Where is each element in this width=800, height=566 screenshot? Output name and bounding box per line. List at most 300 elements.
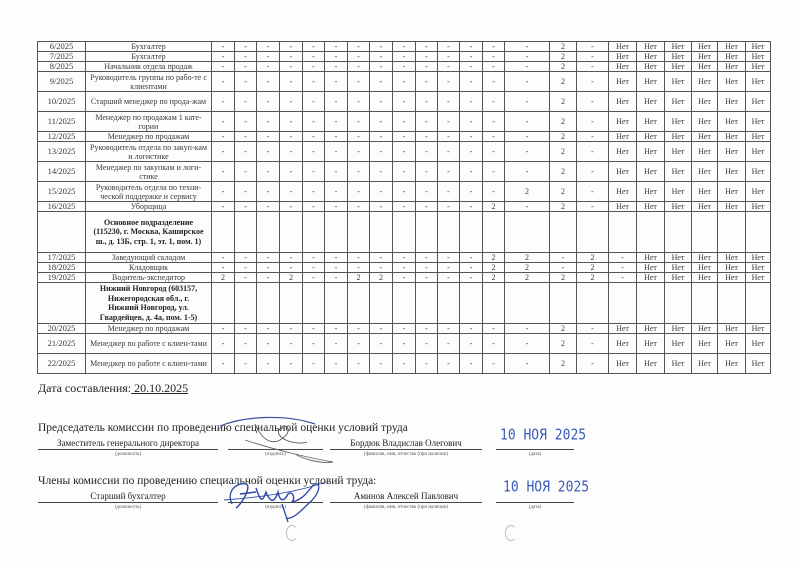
class-cell: - [505,202,550,212]
class-cell: - [438,324,460,334]
class-cell: 2 [550,182,577,202]
class-cell: - [577,62,609,72]
flag-cell: Нет [718,112,746,132]
class-cell: - [577,142,609,162]
flag-cell: Нет [746,142,771,162]
flag-cell: Нет [637,142,665,162]
class-cell: - [505,112,550,132]
flag-cell: Нет [718,263,746,273]
class-cell: 2 [550,334,577,354]
class-cell: - [460,253,483,263]
class-cell: - [393,42,416,52]
class-cell: - [235,72,257,92]
empty-cell [460,212,483,253]
class-cell: 2 [212,273,235,283]
class-cell: - [393,182,416,202]
class-cell: - [416,324,438,334]
class-cell: - [257,42,280,52]
empty-cell [235,283,257,324]
workplace-id: 19/2025 [38,273,86,283]
class-cell: - [303,52,325,62]
empty-cell [505,212,550,253]
class-cell: 2 [550,354,577,374]
class-cell: - [483,354,505,374]
class-cell: 2 [550,112,577,132]
class-cell: - [483,62,505,72]
class-cell: - [348,142,370,162]
class-cell: - [325,182,348,202]
class-cell: 2 [550,62,577,72]
flag-cell: Нет [718,182,746,202]
class-cell: - [280,42,303,52]
class-cell: - [280,334,303,354]
class-cell: 2 [483,202,505,212]
flag-cell: Нет [665,324,692,334]
scan-mark-circle [286,525,298,541]
class-cell: - [438,202,460,212]
flag-cell: Нет [665,132,692,142]
class-cell: - [257,142,280,162]
class-cell: - [370,42,393,52]
class-cell: - [212,354,235,374]
table-row [38,202,771,212]
empty-cell [577,283,609,324]
empty-cell [665,212,692,253]
table-row [38,182,771,202]
class-cell: - [325,62,348,72]
flag-cell: Нет [637,324,665,334]
chairman-date-line [496,449,574,450]
flag-cell: Нет [609,132,637,142]
flag-cell: Нет [665,253,692,263]
class-cell: - [257,62,280,72]
table-row [38,142,771,162]
class-cell: - [235,52,257,62]
class-cell: - [438,62,460,72]
class-cell: - [235,162,257,182]
class-cell: - [438,52,460,62]
class-cell: - [325,72,348,92]
class-cell: - [460,92,483,112]
flag-cell: Нет [609,72,637,92]
class-cell: - [212,263,235,273]
flag-cell: Нет [692,324,718,334]
class-cell: - [460,182,483,202]
class-cell: - [303,354,325,374]
empty-cell [746,283,771,324]
chairman-name: Бордюк Владислав Олегович [350,438,462,448]
chairman-date-caption: (дата) [528,452,542,457]
flag-cell: Нет [692,112,718,132]
class-cell: - [325,273,348,283]
class-cell: - [257,202,280,212]
class-cell: - [212,253,235,263]
class-cell: 2 [577,263,609,273]
class-cell: - [303,132,325,142]
class-cell: - [257,263,280,273]
class-cell: 2 [370,273,393,283]
flag-cell: Нет [637,162,665,182]
class-cell: - [416,142,438,162]
member-date-caption: (дата) [528,505,542,510]
class-cell: - [280,132,303,142]
empty-cell [609,283,637,324]
class-cell: - [416,132,438,142]
table-row [38,253,771,263]
chairman-date-stamp: 10 НОЯ 2025 [500,426,587,445]
flag-cell: Нет [692,273,718,283]
class-cell: - [416,202,438,212]
class-cell: - [235,263,257,273]
class-cell: - [257,253,280,263]
position-name: Руководитель отдела по техни-ческой поддержке и сервису [86,182,212,202]
flag-cell: Нет [692,162,718,182]
flag-cell: Нет [665,354,692,374]
class-cell: - [370,62,393,72]
class-cell: - [577,42,609,52]
class-cell: - [257,52,280,62]
class-cell: - [577,92,609,112]
class-cell: - [505,324,550,334]
flag-cell: Нет [692,92,718,112]
class-cell: - [280,263,303,273]
empty-cell [257,283,280,324]
class-cell: - [438,182,460,202]
flag-cell: Нет [746,253,771,263]
empty-cell [483,212,505,253]
position-name: Менеджер по работе с клиен-тами [86,334,212,354]
class-cell: - [438,273,460,283]
class-cell: - [370,182,393,202]
empty-cell [416,283,438,324]
flag-cell: Нет [665,52,692,62]
class-cell: - [483,162,505,182]
compilation-date [38,381,188,396]
chairman-name-line [330,449,482,450]
class-cell: - [393,273,416,283]
flag-cell: Нет [746,354,771,374]
class-cell: - [483,52,505,62]
flag-cell: Нет [718,273,746,283]
flag-cell: Нет [637,42,665,52]
class-cell: - [348,112,370,132]
class-cell: - [280,72,303,92]
table-row [38,42,771,52]
class-cell: - [325,253,348,263]
class-cell: - [348,334,370,354]
class-cell: - [438,92,460,112]
class-cell: - [370,162,393,182]
class-cell: - [370,354,393,374]
class-cell: - [438,263,460,273]
class-cell: 2 [505,263,550,273]
class-cell: 2 [550,132,577,142]
class-cell: - [460,334,483,354]
workplace-id: 7/2025 [38,52,86,62]
flag-cell: Нет [637,273,665,283]
workplace-id: 20/2025 [38,324,86,334]
class-cell: - [438,42,460,52]
class-cell: - [257,72,280,92]
class-cell: - [460,202,483,212]
position-name: Старший менеджер по прода-жам [86,92,212,112]
table-row [38,72,771,92]
class-cell: - [416,263,438,273]
workplace-id: 16/2025 [38,202,86,212]
empty-cell [550,212,577,253]
division-row [38,212,771,253]
division-row [38,283,771,324]
class-cell: - [303,42,325,52]
empty-cell [438,212,460,253]
sout-summary-table [37,41,771,374]
class-cell: - [416,162,438,182]
class-cell: - [393,334,416,354]
flag-cell: Нет [718,132,746,142]
workplace-id: 17/2025 [38,253,86,263]
class-cell: - [609,263,637,273]
class-cell: - [460,354,483,374]
empty-cell [637,283,665,324]
flag-cell: Нет [692,52,718,62]
class-cell: - [348,132,370,142]
flag-cell: Нет [746,324,771,334]
workplace-id: 22/2025 [38,354,86,374]
class-cell: - [348,182,370,202]
chairman-position-caption: (должность) [114,452,142,457]
flag-cell: Нет [746,52,771,62]
position-name: Водитель-экспедитор [86,273,212,283]
empty-cell [393,212,416,253]
empty-cell [303,212,325,253]
empty-cell [325,283,348,324]
flag-cell: Нет [665,162,692,182]
class-cell: - [370,132,393,142]
flag-cell: Нет [609,324,637,334]
class-cell: - [416,334,438,354]
class-cell: - [348,42,370,52]
class-cell: - [416,92,438,112]
class-cell: - [303,142,325,162]
member-position: Старший бухгалтер [90,491,166,501]
flag-cell: Нет [637,182,665,202]
chairman-signature [215,412,335,467]
empty-cell [348,212,370,253]
class-cell: - [577,334,609,354]
flag-cell: Нет [692,72,718,92]
class-cell: - [609,253,637,263]
class-cell: 2 [483,253,505,263]
table-row [38,263,771,273]
class-cell: - [325,162,348,182]
workplace-id: 12/2025 [38,132,86,142]
empty-cell [325,212,348,253]
class-cell: 2 [550,72,577,92]
class-cell: - [325,354,348,374]
flag-cell: Нет [665,202,692,212]
flag-cell: Нет [718,202,746,212]
empty-id-cell [38,283,86,324]
chairman-position: Заместитель генерального директора [57,438,199,448]
class-cell: - [235,354,257,374]
class-cell: 2 [550,52,577,62]
empty-cell [370,212,393,253]
class-cell: - [393,202,416,212]
class-cell: - [483,142,505,162]
position-name: Менеджер по работе с клиен-тами [86,354,212,374]
class-cell: - [303,263,325,273]
member-signature [222,474,332,524]
flag-cell: Нет [637,334,665,354]
workplace-id: 8/2025 [38,62,86,72]
flag-cell: Нет [665,263,692,273]
class-cell: - [212,142,235,162]
class-cell: - [505,42,550,52]
position-name: Руководитель группы по рабо-те с клиентами [86,72,212,92]
empty-cell [280,212,303,253]
class-cell: - [438,142,460,162]
table-row [38,334,771,354]
member-name-line [330,502,482,503]
class-cell: - [460,263,483,273]
empty-cell [438,283,460,324]
class-cell: 2 [348,273,370,283]
flag-cell: Нет [692,253,718,263]
empty-cell [505,283,550,324]
class-cell: - [303,202,325,212]
flag-cell: Нет [692,202,718,212]
class-cell: - [483,334,505,354]
class-cell: - [325,52,348,62]
class-cell: - [303,162,325,182]
class-cell: - [577,162,609,182]
class-cell: - [257,182,280,202]
class-cell: - [370,112,393,132]
class-cell: - [235,112,257,132]
flag-cell: Нет [665,42,692,52]
class-cell: - [460,162,483,182]
table-row [38,273,771,283]
flag-cell: Нет [637,52,665,62]
empty-id-cell [38,212,86,253]
position-name: Менеджер по продажам 1 кате-гории [86,112,212,132]
class-cell: - [325,132,348,142]
class-cell: - [438,162,460,182]
class-cell: - [505,142,550,162]
table-row [38,62,771,72]
class-cell: - [577,52,609,62]
class-cell: - [348,202,370,212]
class-cell: - [393,62,416,72]
empty-cell [393,283,416,324]
class-cell: - [370,142,393,162]
position-name: Заведующий складом [86,253,212,263]
workplace-id: 11/2025 [38,112,86,132]
class-cell: - [483,42,505,52]
class-cell: - [438,112,460,132]
class-cell: - [303,182,325,202]
class-cell: - [460,273,483,283]
class-cell: 2 [505,273,550,283]
table-row [38,92,771,112]
class-cell: - [325,112,348,132]
flag-cell: Нет [718,142,746,162]
empty-cell [746,212,771,253]
class-cell: - [280,253,303,263]
class-cell: - [348,72,370,92]
chairman-signature-caption: (подпись) [265,452,286,457]
workplace-id: 13/2025 [38,142,86,162]
class-cell: - [235,62,257,72]
table-row [38,354,771,374]
class-cell: 2 [280,273,303,283]
empty-cell [235,212,257,253]
flag-cell: Нет [746,273,771,283]
position-name: Руководитель отдела по закуп-кам и логистике [86,142,212,162]
workplace-id: 9/2025 [38,72,86,92]
class-cell: - [212,162,235,182]
class-cell: - [325,263,348,273]
date-label: Дата составления: [38,381,132,395]
class-cell: - [393,253,416,263]
class-cell: - [393,142,416,162]
position-name: Бухгалтер [86,52,212,62]
class-cell: - [393,112,416,132]
class-cell: - [370,92,393,112]
flag-cell: Нет [746,334,771,354]
class-cell: - [483,324,505,334]
class-cell: - [416,62,438,72]
chairman-name-caption: (фамилия, имя, отчество (при наличии) [364,452,448,457]
empty-cell [577,212,609,253]
class-cell: - [303,112,325,132]
flag-cell: Нет [609,202,637,212]
empty-cell [212,283,235,324]
class-cell: - [460,142,483,162]
flag-cell: Нет [665,72,692,92]
workplace-id: 15/2025 [38,182,86,202]
scan-mark-circle [505,525,517,541]
position-name: Уборщица [86,202,212,212]
class-cell: 2 [483,273,505,283]
member-name: Аминов Алексей Павлович [353,491,459,501]
flag-cell: Нет [718,324,746,334]
flag-cell: Нет [665,334,692,354]
member-signature-caption: (подпись) [265,505,286,510]
class-cell: - [212,72,235,92]
flag-cell: Нет [637,62,665,72]
class-cell: - [235,132,257,142]
empty-cell [212,212,235,253]
class-cell: - [460,52,483,62]
class-cell: - [416,182,438,202]
class-cell: - [235,324,257,334]
empty-cell [303,283,325,324]
class-cell: - [257,273,280,283]
class-cell: - [325,42,348,52]
class-cell: - [235,253,257,263]
flag-cell: Нет [718,42,746,52]
class-cell: - [280,92,303,112]
empty-cell [280,283,303,324]
flag-cell: Нет [637,72,665,92]
position-name: Менеджер по продажам [86,132,212,142]
class-cell: - [438,253,460,263]
flag-cell: Нет [746,42,771,52]
class-cell: - [460,62,483,72]
flag-cell: Нет [718,72,746,92]
flag-cell: Нет [609,142,637,162]
